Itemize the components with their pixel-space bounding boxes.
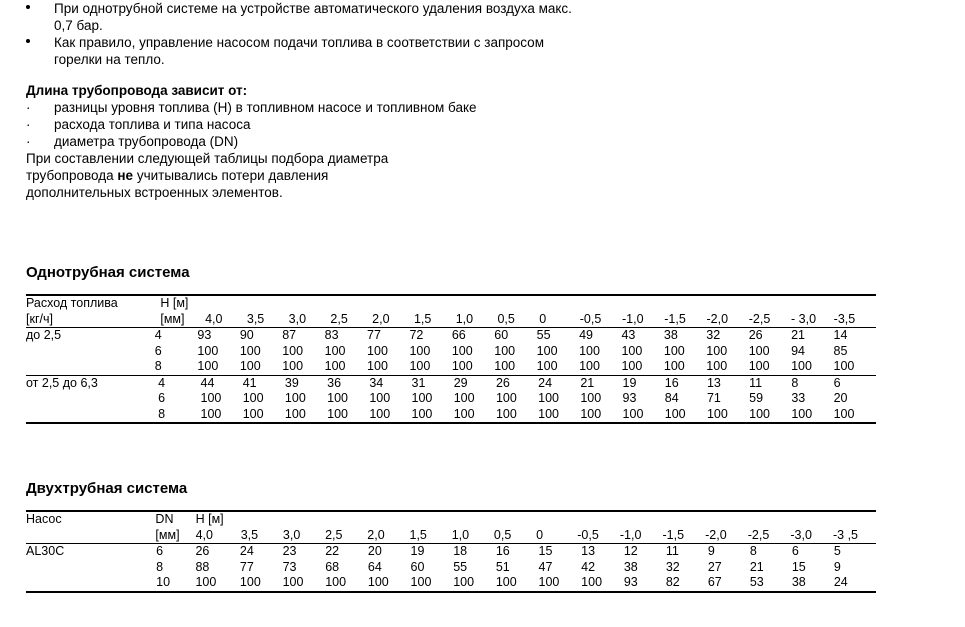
bullet-text: расхода топлива и типа насоса	[54, 117, 251, 132]
cell: 100	[327, 391, 348, 405]
cell: 13	[581, 544, 596, 558]
cell: 100	[411, 391, 433, 405]
cell: 100	[453, 391, 475, 405]
header-value: 1,5	[413, 311, 432, 326]
cell: 8	[791, 375, 799, 390]
dash-bullet-icon: ·	[26, 134, 31, 149]
header-value: -2,5	[748, 311, 771, 326]
header-value: -0,5	[577, 527, 599, 542]
table-row	[26, 376, 876, 392]
cell: 15	[538, 544, 553, 558]
cell: 24	[239, 544, 254, 558]
cell: 100	[197, 343, 219, 358]
cell: 84	[664, 391, 679, 405]
cell: 100	[664, 406, 686, 421]
table-row	[26, 328, 876, 344]
cell: 72	[409, 328, 424, 342]
cell: 100	[284, 406, 306, 421]
cell: 94	[791, 343, 806, 358]
cell: 20	[833, 391, 848, 405]
cell: 73	[282, 559, 297, 574]
bullet-dot-icon	[26, 39, 30, 43]
cell: 100	[538, 391, 559, 405]
bullet-list-mid	[26, 99, 586, 150]
cell: 55	[536, 328, 551, 342]
cell: 100	[706, 359, 728, 373]
header-value: -0,5	[579, 311, 602, 326]
intro-section	[26, 0, 586, 201]
header-value: -3,5	[833, 311, 856, 326]
cell: 100	[791, 359, 812, 373]
cell: 100	[453, 406, 475, 421]
cell: 59	[749, 391, 764, 405]
double-pipe-section	[26, 480, 876, 593]
cell: 67	[707, 575, 722, 589]
cell: 100	[369, 406, 391, 421]
dash-bullet-icon: ·	[26, 100, 31, 115]
table-row	[26, 359, 876, 375]
cell: 11	[665, 544, 679, 558]
cell: 34	[369, 375, 384, 390]
group-label: от 2,5 до 6,3	[26, 375, 98, 390]
row-h: 8	[158, 406, 166, 421]
cell: 13	[706, 375, 721, 390]
cell: 9	[833, 559, 841, 574]
cell: 42	[581, 559, 596, 574]
header-value: -1,0	[622, 311, 644, 326]
cell: 26	[495, 375, 510, 390]
cell: 100	[833, 406, 855, 421]
cell: 100	[200, 391, 222, 405]
cell: 100	[411, 406, 433, 421]
cell: 100	[536, 343, 558, 358]
cell: 100	[324, 343, 346, 358]
cell: 51	[495, 559, 510, 574]
row-h: 8	[154, 359, 162, 373]
header-value: 4,0	[205, 311, 223, 326]
cell: 31	[411, 375, 426, 390]
cell: 100	[197, 359, 219, 373]
cell: 100	[409, 343, 431, 358]
cell: 27	[707, 559, 722, 574]
cell: 38	[663, 328, 678, 342]
cell: 100	[621, 343, 643, 358]
cell: 38	[791, 575, 806, 589]
bullet-dot-icon	[26, 5, 30, 9]
header-value: 0,5	[497, 311, 515, 326]
cell: 100	[451, 343, 473, 358]
cell: 6	[791, 544, 799, 558]
note-line-1: При составлении следующей таблицы подбора диаметра	[26, 151, 389, 166]
group-label: до 2,5	[26, 328, 62, 342]
note-line-2	[26, 167, 586, 184]
cell: 100	[195, 575, 217, 589]
cell: 88	[195, 559, 210, 574]
cell: 83	[324, 328, 339, 342]
cell: 100	[581, 575, 603, 589]
cell: 19	[622, 375, 637, 390]
header-dn-label: DN	[155, 512, 174, 526]
cell: 16	[495, 544, 510, 558]
table-row	[26, 560, 876, 576]
header-value: 2,0	[367, 527, 385, 542]
cell: 100	[663, 343, 685, 358]
header-value: - 3,0	[791, 311, 817, 326]
cell: 100	[239, 575, 261, 589]
cell: 100	[494, 343, 516, 358]
cell: 100	[325, 575, 347, 589]
cell: 100	[579, 343, 600, 358]
cell: 100	[369, 391, 391, 405]
cell: 100	[242, 391, 264, 405]
cell: 100	[239, 359, 261, 373]
header-value: 3,5	[240, 527, 259, 542]
header-value: -1,0	[619, 527, 642, 542]
cell: 21	[791, 328, 806, 342]
header-value: -2,0	[705, 527, 727, 542]
group-label: AL30C	[26, 544, 65, 558]
list-item	[26, 116, 586, 133]
cell: 26	[748, 328, 763, 342]
table-row	[26, 344, 876, 360]
table-header-row-1	[26, 512, 876, 528]
cell: 90	[239, 328, 254, 342]
header-dn-unit: [мм]	[155, 527, 180, 542]
cell: 32	[706, 328, 721, 342]
header-value: -2,5	[747, 527, 770, 542]
cell: 9	[707, 544, 715, 558]
bullet-text: При однотрубной системе на устройстве автоматического удаления воздуха макс. 0,7 бар.	[54, 1, 572, 33]
header-value: 0	[536, 527, 544, 542]
table-header-row-2	[26, 312, 876, 328]
cell: 22	[325, 544, 340, 558]
row-h: 6	[158, 391, 166, 405]
cell: 100	[538, 406, 559, 421]
cell: 15	[791, 559, 806, 574]
cell: 38	[623, 559, 638, 574]
bullet-list-top	[26, 0, 586, 68]
header-value: -2,0	[706, 311, 729, 326]
cell: 8	[749, 544, 757, 558]
cell: 100	[495, 391, 517, 405]
cell: 53	[749, 575, 764, 589]
single-pipe-table	[26, 296, 876, 327]
cell: 100	[495, 406, 517, 421]
cell: 6	[833, 375, 841, 390]
header-value: 1,5	[409, 527, 427, 542]
header-flowrate-unit: [кг/ч]	[26, 311, 53, 326]
header-value: -1,5	[662, 527, 685, 542]
cell: 93	[197, 328, 212, 342]
cell: 100	[494, 359, 516, 373]
cell: 100	[409, 359, 431, 373]
cell: 100	[538, 575, 560, 589]
header-value: 0,5	[493, 527, 512, 542]
cell: 100	[282, 359, 304, 373]
cell: 16	[664, 375, 679, 390]
cell: 100	[536, 359, 558, 373]
header-flowrate-label: Расход топлива	[26, 296, 118, 310]
note-line-2-pre: трубопровода	[26, 168, 118, 183]
header-value: -1,5	[664, 311, 686, 326]
cell: 100	[791, 406, 813, 421]
cell: 100	[327, 406, 348, 421]
double-pipe-group-1	[26, 544, 876, 591]
header-value: -3,0	[790, 527, 812, 542]
header-value: 2,5	[330, 311, 348, 326]
table-bottom-rule	[26, 591, 876, 593]
cell: 100	[748, 343, 770, 358]
table-row	[26, 407, 876, 423]
cell: 77	[239, 559, 254, 574]
cell: 100	[706, 343, 728, 358]
cell: 100	[282, 575, 304, 589]
cell: 100	[621, 359, 643, 373]
single-pipe-group-1	[26, 328, 876, 375]
cell: 32	[665, 559, 680, 574]
header-value: 3,5	[246, 311, 265, 326]
cell: 100	[367, 359, 388, 373]
cell: 82	[665, 575, 680, 589]
header-value: 3,0	[288, 311, 307, 326]
cell: 100	[833, 359, 855, 373]
cell: 93	[623, 575, 638, 589]
cell: 44	[200, 375, 215, 390]
cell: 100	[749, 406, 771, 421]
cell: 100	[706, 406, 728, 421]
cell: 5	[833, 544, 841, 558]
row-h: 4	[154, 328, 162, 342]
header-value: 0	[539, 311, 547, 326]
header-value: -3 ,5	[833, 527, 859, 542]
cell: 19	[410, 544, 425, 558]
header-h-label: Н [м]	[195, 512, 224, 526]
cell: 100	[282, 343, 304, 358]
cell: 100	[748, 359, 770, 373]
cell: 71	[706, 391, 721, 405]
note-line-2-post: учитывались потери давления	[133, 168, 329, 183]
cell: 100	[239, 343, 261, 358]
header-pump-label: Насос	[26, 512, 62, 526]
header-value: 2,0	[372, 311, 390, 326]
cell: 24	[538, 375, 553, 390]
table-header-row-1	[26, 296, 876, 312]
note-emphasis: не	[117, 168, 134, 183]
cell: 23	[282, 544, 297, 558]
cell: 11	[749, 375, 763, 390]
cell: 100	[622, 406, 644, 421]
cell: 100	[367, 343, 388, 358]
cell: 29	[453, 375, 468, 390]
cell: 14	[833, 328, 848, 342]
double-pipe-table	[26, 512, 876, 543]
header-h-unit: [мм]	[160, 311, 185, 326]
cell: 64	[367, 559, 382, 574]
list-item	[26, 34, 586, 68]
cell: 21	[749, 559, 764, 574]
cell: 100	[200, 406, 222, 421]
bullet-text: диаметра трубопровода (DN)	[54, 134, 239, 149]
header-value: 3,0	[282, 527, 301, 542]
header-value: 1,0	[455, 311, 474, 326]
cell: 100	[367, 575, 389, 589]
cell: 100	[453, 575, 475, 589]
cell: 24	[833, 575, 848, 589]
cell: 100	[580, 391, 602, 405]
header-value: 4,0	[195, 527, 213, 542]
single-pipe-group-2	[26, 376, 876, 423]
cell: 100	[284, 391, 306, 405]
cell: 47	[538, 559, 553, 574]
cell: 87	[282, 328, 297, 342]
cell: 55	[453, 559, 468, 574]
list-item	[26, 99, 586, 116]
header-value: 2,5	[325, 527, 343, 542]
row-h: 6	[154, 343, 162, 358]
cell: 41	[242, 375, 257, 390]
section-title-double-pipe: Двухтрубная система	[26, 480, 188, 497]
row-dn: 6	[156, 544, 164, 558]
dash-bullet-icon: ·	[26, 117, 31, 132]
cell: 49	[579, 328, 593, 342]
header-value: 1,0	[451, 527, 470, 542]
list-item	[26, 0, 586, 34]
cell: 100	[663, 359, 685, 373]
table-bottom-rule	[26, 422, 876, 424]
cell: 100	[242, 406, 264, 421]
cell: 36	[327, 375, 342, 390]
cell: 100	[451, 359, 473, 373]
cell: 43	[621, 328, 636, 342]
header-h-label: Н [м]	[160, 296, 189, 310]
bullet-text: разницы уровня топлива (Н) в топливном насосе и топливном баке	[54, 100, 477, 115]
table-row	[26, 391, 876, 407]
cell: 60	[410, 559, 425, 574]
cell: 39	[284, 375, 299, 390]
bullet-text: Как правило, управление насосом подачи топлива в соответствии с запросом горелки на тепло.	[54, 35, 544, 67]
row-h: 4	[158, 375, 166, 390]
row-dn: 8	[156, 559, 164, 574]
note-line-3: дополнительных встроенных элементов.	[26, 185, 283, 200]
cell: 18	[453, 544, 468, 558]
list-item	[26, 133, 586, 150]
single-pipe-section	[26, 264, 876, 424]
cell: 100	[410, 575, 432, 589]
cell: 85	[833, 343, 848, 358]
row-dn: 10	[156, 575, 171, 589]
section-title-single-pipe: Однотрубная система	[26, 264, 190, 281]
cell: 93	[622, 391, 637, 405]
table-header-row-2	[26, 528, 876, 544]
cell: 100	[324, 359, 346, 373]
cell: 33	[791, 391, 806, 405]
cell: 26	[195, 544, 210, 558]
cell: 21	[580, 375, 595, 390]
pipe-length-heading: Длина трубопровода зависит от:	[26, 83, 248, 98]
cell: 77	[367, 328, 381, 342]
cell: 66	[451, 328, 466, 342]
cell: 100	[579, 359, 600, 373]
cell: 100	[580, 406, 602, 421]
cell: 100	[495, 575, 517, 589]
cell: 20	[367, 544, 382, 558]
cell: 60	[494, 328, 509, 342]
table-row	[26, 575, 876, 591]
cell: 12	[623, 544, 638, 558]
cell: 68	[325, 559, 340, 574]
spacer	[26, 68, 586, 82]
table-row	[26, 544, 876, 560]
